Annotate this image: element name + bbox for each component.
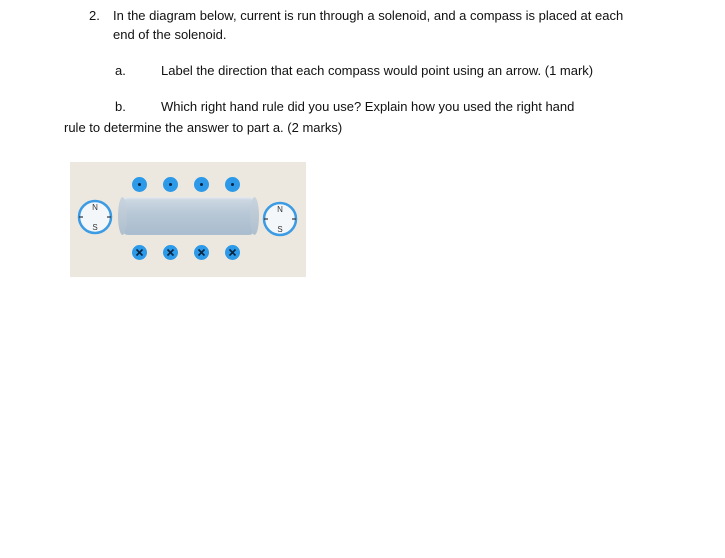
part-b-continuation: rule to determine the answer to part a. (2 marks) <box>64 120 343 135</box>
part-a-letter: a. <box>115 63 126 78</box>
current-in-marker <box>163 245 178 260</box>
question-number: 2. <box>89 8 100 23</box>
left-compass-north-label: N <box>92 203 98 212</box>
right-compass <box>262 201 298 237</box>
part-a-text: Label the direction that each compass would point using an arrow. (1 mark) <box>161 63 594 78</box>
solenoid-diagram <box>70 162 306 277</box>
current-in-marker <box>132 245 147 260</box>
right-compass-north-label: N <box>277 205 283 214</box>
part-b-letter: b. <box>115 99 126 114</box>
question-text-line1: In the diagram below, current is run through a solenoid, and a compass is placed at each <box>113 8 624 23</box>
current-in-marker <box>194 245 209 260</box>
current-in-marker <box>225 245 240 260</box>
solenoid <box>122 197 255 235</box>
right-compass-south-label: S <box>277 225 283 234</box>
current-out-marker <box>194 177 209 192</box>
left-compass-south-label: S <box>92 223 98 232</box>
current-out-marker <box>163 177 178 192</box>
left-compass <box>77 199 113 235</box>
part-b-text: Which right hand rule did you use? Explain how you used the right hand <box>161 99 575 114</box>
current-out-marker <box>132 177 147 192</box>
question-text-line2: end of the solenoid. <box>113 27 227 42</box>
current-out-marker <box>225 177 240 192</box>
